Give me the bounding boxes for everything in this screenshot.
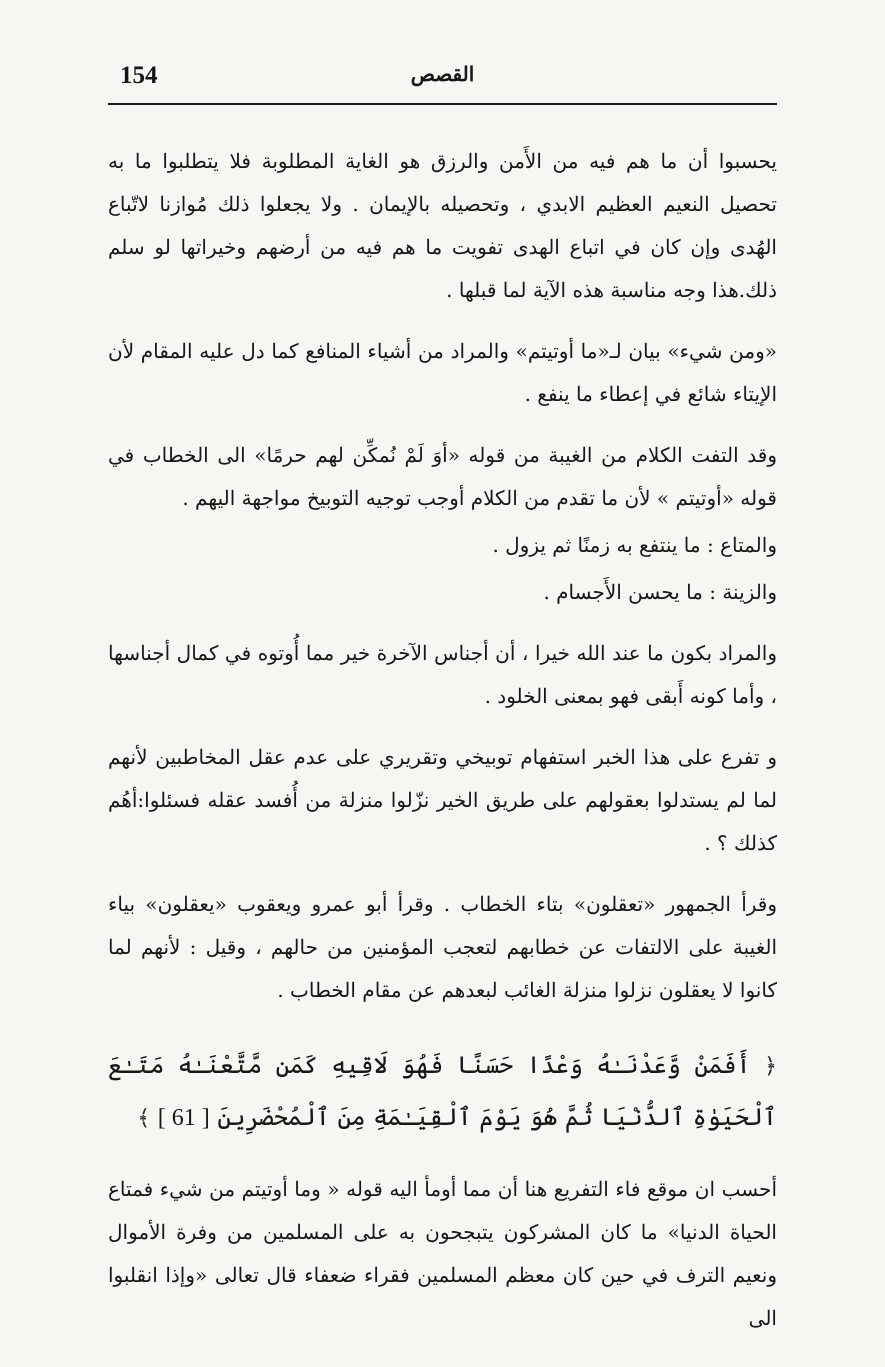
paragraph-qiraat: وقرأ الجمهور «تعقلون» بتاء الخطاب . وقرأ أبو عمرو ويعقوب «يعقلون» بياء الغيبة على الالتفات عن خطابهم لتعجب المؤمنين من حالهم ، وقيل : لأنهم لما كانوا لا يعقلون نزلوا منزلة الغائب لبعدهم عن مقام الخطاب . [108, 892, 777, 1002]
paragraph-tafarru: و تفرع على هذا الخبر استفهام توبيخي وتقريري على عدم عقل المخاطبين لأنهم لما لم يستدلوا بعقولهم على طريق الخير نزّلوا منزلة من أُفسد عقله فسئلوا:أهُم كذلك ؟ . [108, 745, 777, 855]
page-body [108, 140, 777, 1358]
paragraph-min-shay: «ومن شيء» بيان لـ«ما أوتيتم» والمراد من أشياء المنافع كما دل عليه المقام لأن الإيتاء شائع في إعطاء ما ينفع . [108, 339, 777, 406]
verse-close-ornament: ﴾ [137, 1106, 151, 1131]
verse-open-ornament: ﴿ [764, 1054, 777, 1079]
paragraph-khayr: والمراد بكون ما عند الله خيرا ، أن أجناس الآخرة خير مما أُوتوه في كمال أجناسها ، وأما كونه أَبقى فهو بمعنى الخلود . [108, 641, 777, 708]
paragraph-tafsir: أحسب ان موقع فاء التفريع هنا أن مما أومأ اليه قوله « وما أوتيتم من شيء فمتاع الحياة الدنيا» ما كان المشركون يتبجحون به على المسلمين من وفرة الأموال ونعيم الترف في حين كان معظم المسلمين فقراء ضعفاء قال تعالى «وإذا انقلبوا الى [108, 1177, 777, 1330]
definition-zina: والزينة : ما يحسن الأَجسام . [543, 580, 777, 604]
paragraph-iltifat: وقد التفت الكلام من الغيبة من قوله «أوَ لَمْ نُمكِّن لهم حرمًا» الى الخطاب في قوله «أوتيتم » لأن ما تقدم من الكلام أوجب توجيه التوبيخ مواجهة اليهم . [108, 443, 777, 510]
verse-number: [ 61 ] [157, 1105, 210, 1131]
verse-text: أَفَمَنْ وَّعَدْنَـٰهُ وَعْدًا حَسَنًا فَهُوَ لَاقِيهِ كَمَن مَّتَّعْنَـٰهُ مَتَـٰعَ ٱلْحَيَوٰةِ ٱلدُّنْيَا ثُمَّ هُوَ يَوْمَ ٱلْقِيَـٰمَةِ مِنَ ٱلْمُحْضَرِينَ [108, 1051, 777, 1131]
page-number: 154 [120, 62, 158, 89]
header-divider [108, 103, 777, 105]
definition-mataa: والمتاع : ما ينتفع به زمنًا ثم يزول . [492, 533, 777, 557]
chapter-title: القصص [410, 62, 475, 86]
paragraph-intro: يحسبوا أن ما هم فيه من الأَمن والرزق هو الغاية المطلوبة فلا يتطلبوا ما به تحصيل النعيم العظيم الابدي ، وتحصيله بالإيمان . ولا يجعلوا ذلك مُوازنا لاتّباع الهُدى وإن كان في اتباع الهدى تفويت ما هم فيه من أرضهم وخيراتها لو سلم ذلك.هذا وجه مناسبة هذه الآية لما قبلها . [108, 149, 777, 302]
page-header [108, 62, 777, 102]
quran-verse [108, 1040, 777, 1144]
